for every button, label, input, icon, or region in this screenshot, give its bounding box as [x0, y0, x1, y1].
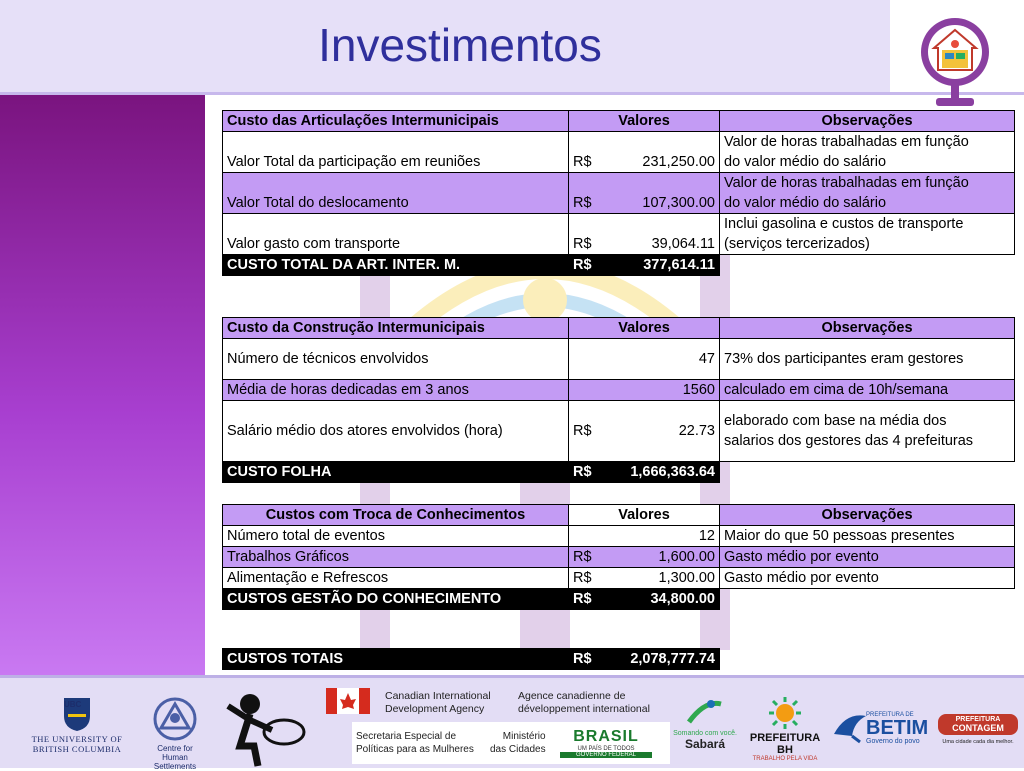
hummingbird-icon [830, 708, 870, 744]
total-label: CUSTOS TOTAIS [223, 649, 569, 670]
row-label: Valor Total do deslocamento [223, 173, 569, 214]
row-observation: calculado em cima de 10h/semana [720, 380, 1015, 401]
cida-french: Agence canadienne de développement international [518, 690, 650, 715]
header-cell: Valores [569, 505, 720, 526]
table-articulacoes [222, 110, 1015, 276]
centre-human-settlements-logo: Centre for Human Settlements [140, 696, 210, 771]
dancing-figure-logo-icon [220, 686, 308, 768]
prefeitura-bh-logo: PREFEITURA BH TRABALHO PELA VIDA [742, 696, 828, 762]
ministerio-cidades: Ministério das Cidades [490, 731, 546, 755]
contagem-logo: PREFEITURA CONTAGEM Uma cidade cada dia melhor. [938, 714, 1018, 745]
decorative-sidebar [0, 95, 205, 675]
header-cell: Valores [569, 318, 720, 339]
row-value: 47 [569, 339, 720, 380]
total-value: R$ 2,078,777.74 [569, 649, 720, 670]
row-observation: Inclui gasolina e custos de transporte (serviços tercerizados) [720, 214, 1015, 255]
row-label: Valor Total da participação em reuniões [223, 132, 569, 173]
row-value: 1560 [569, 380, 720, 401]
table-row [223, 401, 1015, 462]
canada-flag-icon [326, 688, 370, 714]
secretaria-mulheres: Secretaria Especial de Políticas para as Mulheres [356, 731, 474, 755]
total-label: CUSTO FOLHA [223, 462, 569, 483]
row-value: R$ 39,064.11 [569, 214, 720, 255]
cida-english: Canadian International Development Agency [385, 690, 491, 715]
table-row [223, 568, 1015, 589]
row-label: Salário médio dos atores envolvidos (hora) [223, 401, 569, 462]
header-cell: Custo da Construção Intermunicipais [223, 318, 569, 339]
table-row [223, 339, 1015, 380]
row-observation: Gasto médio por evento [720, 547, 1015, 568]
row-value: R$ 1,600.00 [569, 547, 720, 568]
sabara-swoosh-icon [685, 698, 725, 728]
brasil-logo: BRASIL UM PAÍS DE TODOS GOVERNO FEDERAL [560, 728, 652, 762]
table-row [223, 380, 1015, 401]
ubc-logo: UBC THE UNIVERSITY OF BRITISH COLUMBIA [22, 696, 132, 754]
table-row [223, 214, 1015, 255]
total-row [223, 649, 720, 670]
house-emblem-icon [918, 16, 992, 108]
grand-total [222, 648, 720, 670]
header-cell: Observações [720, 318, 1015, 339]
total-row [223, 462, 1015, 483]
table-row [223, 547, 1015, 568]
header-cell: Custos com Troca de Conhecimentos [223, 505, 569, 526]
row-label: Trabalhos Gráficos [223, 547, 569, 568]
betim-logo: PREFEITURA DE BETIM Governo do povo [866, 712, 929, 745]
row-label: Número total de eventos [223, 526, 569, 547]
total-label: CUSTO TOTAL DA ART. INTER. M. [223, 255, 569, 276]
table-row [223, 526, 1015, 547]
row-label: Valor gasto com transporte [223, 214, 569, 255]
table-conhecimentos [222, 504, 1015, 610]
sun-icon [768, 696, 802, 730]
row-value: R$ 107,300.00 [569, 173, 720, 214]
header-cell: Observações [720, 505, 1015, 526]
row-observation: elaborado com base na média dos salarios dos gestores das 4 prefeituras [720, 401, 1015, 462]
header-cell: Custo das Articulações Intermunicipais [223, 111, 569, 132]
total-value: R$ 1,666,363.64 [569, 462, 720, 483]
header-cell: Observações [720, 111, 1015, 132]
row-observation: Maior do que 50 pessoas presentes [720, 526, 1015, 547]
total-row [223, 589, 1015, 610]
partner-logos-bar [0, 675, 1024, 771]
row-value: R$ 22.73 [569, 401, 720, 462]
header-cell: Valores [569, 111, 720, 132]
total-value: R$ 34,800.00 [569, 589, 720, 610]
total-value: R$ 377,614.11 [569, 255, 720, 276]
row-value: 12 [569, 526, 720, 547]
row-value: R$ 231,250.00 [569, 132, 720, 173]
table-construcao [222, 317, 1015, 483]
settlements-emblem-icon [152, 696, 198, 742]
row-observation: 73% dos participantes eram gestores [720, 339, 1015, 380]
table-row [223, 173, 1015, 214]
row-label: Número de técnicos envolvidos [223, 339, 569, 380]
total-row [223, 255, 1015, 276]
table-row [223, 132, 1015, 173]
row-label: Alimentação e Refrescos [223, 568, 569, 589]
total-label: CUSTOS GESTÃO DO CONHECIMENTO [223, 589, 569, 610]
sabara-logo: Somando com você. Sabará [673, 698, 737, 751]
row-observation: Gasto médio por evento [720, 568, 1015, 589]
row-observation: Valor de horas trabalhadas em função do valor médio do salário [720, 173, 1015, 214]
row-observation: Valor de horas trabalhadas em função do valor médio do salário [720, 132, 1015, 173]
row-label: Média de horas dedicadas em 3 anos [223, 380, 569, 401]
row-value: R$ 1,300.00 [569, 568, 720, 589]
page-title: Investimentos [318, 19, 602, 71]
